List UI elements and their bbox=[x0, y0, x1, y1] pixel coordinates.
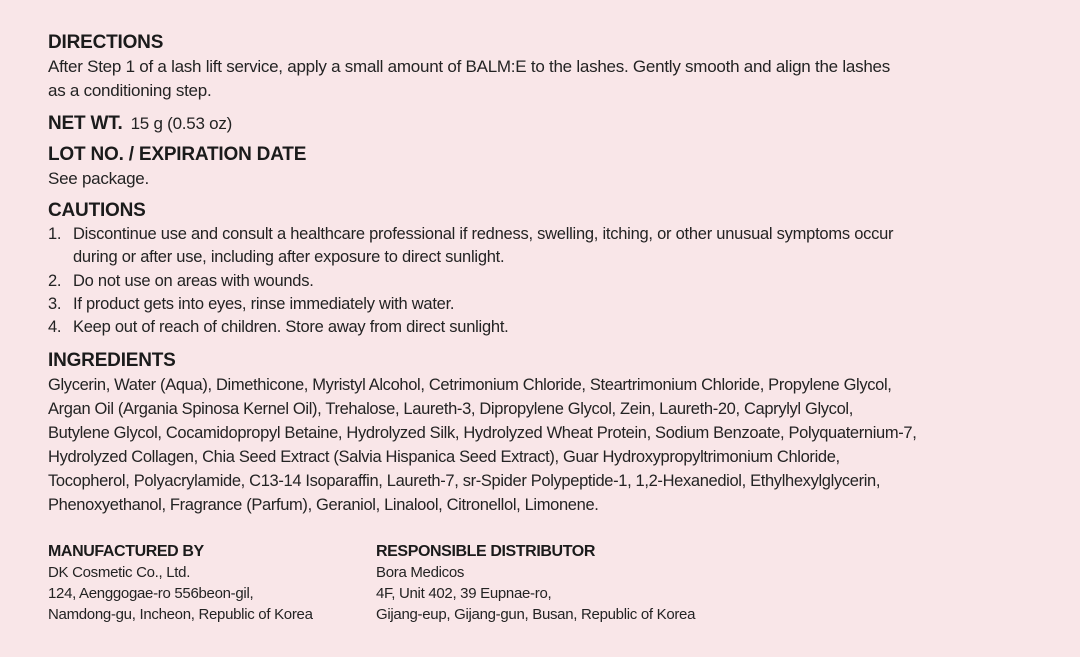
ingredients-line: Glycerin, Water (Aqua), Dimethicone, Myristyl Alcohol, Cetrimonium Chloride, Steartrimonium Chloride, Propylene Glycol, bbox=[48, 376, 892, 395]
caution-number: 3. bbox=[48, 294, 62, 313]
manufacturer-address-line: 124, Aenggogae-ro 556beon-gil, bbox=[48, 585, 254, 602]
directions-text-line-2: as a conditioning step. bbox=[48, 81, 212, 100]
ingredients-heading: INGREDIENTS bbox=[48, 350, 176, 372]
company-info bbox=[48, 541, 776, 625]
net-weight-value: 15 g (0.53 oz) bbox=[130, 114, 232, 133]
ingredients-line: Hydrolyzed Collagen, Chia Seed Extract (Salvia Hispanica Seed Extract), Guar Hydroxypropyltrimonium Chloride, bbox=[48, 448, 840, 467]
ingredients-line: Butylene Glycol, Cocamidopropyl Betaine, Hydrolyzed Silk, Hydrolyzed Wheat Protein, Sodium Benzoate, Polyquaternium-7, bbox=[48, 424, 917, 443]
distributor-address-line: 4F, Unit 402, 39 Eupnae-ro, bbox=[376, 585, 552, 602]
directions-heading: DIRECTIONS bbox=[48, 32, 164, 53]
caution-item bbox=[48, 223, 1038, 270]
label-content bbox=[48, 31, 1038, 517]
caution-text: If product gets into eyes, rinse immediately with water. bbox=[73, 294, 455, 313]
ingredients-line: Phenoxyethanol, Fragrance (Parfum), Geraniol, Linalool, Citronellol, Limonene. bbox=[48, 496, 599, 515]
caution-text-line: Discontinue use and consult a healthcare professional if redness, swelling, itching, or other unusual symptoms bbox=[73, 225, 850, 243]
manufacturer-block bbox=[48, 541, 376, 625]
net-weight-section bbox=[48, 112, 1038, 136]
distributor-name: Bora Medicos bbox=[376, 564, 465, 581]
lot-expiration-heading: LOT NO. / EXPIRATION DATE bbox=[48, 144, 307, 165]
net-weight-heading: NET WT. bbox=[48, 113, 123, 134]
manufacturer-heading: MANUFACTURED BY bbox=[48, 543, 204, 560]
caution-number: 2. bbox=[48, 271, 62, 290]
caution-text: Do not use on areas with wounds. bbox=[73, 271, 314, 290]
caution-item bbox=[48, 316, 1038, 339]
directions-text-line-1: After Step 1 of a lash lift service, apply a small amount of BALM:E to the lashes. Gently smooth and align the lashes bbox=[48, 57, 890, 76]
cautions-heading: CAUTIONS bbox=[48, 200, 146, 221]
ingredients-line: Tocopherol, Polyacrylamide, C13-14 Isoparaffin, Laureth-7, sr-Spider Polypeptide-1, 1,2-Hexanediol, Ethylhexylglycerin, bbox=[48, 472, 881, 491]
caution-item bbox=[48, 270, 1038, 293]
caution-text-line: occur during or after use, including after exposure to direct sunlight. bbox=[73, 225, 894, 267]
caution-text bbox=[73, 223, 933, 270]
lot-expiration-text: See package. bbox=[48, 169, 149, 188]
caution-number: 1. bbox=[48, 225, 62, 243]
distributor-heading: RESPONSIBLE DISTRIBUTOR bbox=[376, 543, 595, 560]
ingredients-section bbox=[48, 349, 1038, 517]
manufacturer-name: DK Cosmetic Co., Ltd. bbox=[48, 564, 191, 581]
caution-text: Keep out of reach of children. Store away from direct sunlight. bbox=[73, 318, 509, 337]
distributor-block bbox=[376, 541, 776, 625]
directions-section bbox=[48, 31, 1038, 103]
cautions-section bbox=[48, 199, 1038, 339]
distributor-address-line: Gijang-eup, Gijang-gun, Busan, Republic of Korea bbox=[376, 606, 696, 623]
caution-item bbox=[48, 293, 1038, 316]
manufacturer-address-line: Namdong-gu, Incheon, Republic of Korea bbox=[48, 606, 313, 623]
caution-number: 4. bbox=[48, 318, 62, 337]
cautions-list bbox=[48, 223, 1038, 339]
ingredients-line: Argan Oil (Argania Spinosa Kernel Oil), Trehalose, Laureth-3, Dipropylene Glycol, Zein, Laureth-20, Caprylyl Glycol, bbox=[48, 400, 853, 419]
lot-expiration-section bbox=[48, 143, 1038, 191]
